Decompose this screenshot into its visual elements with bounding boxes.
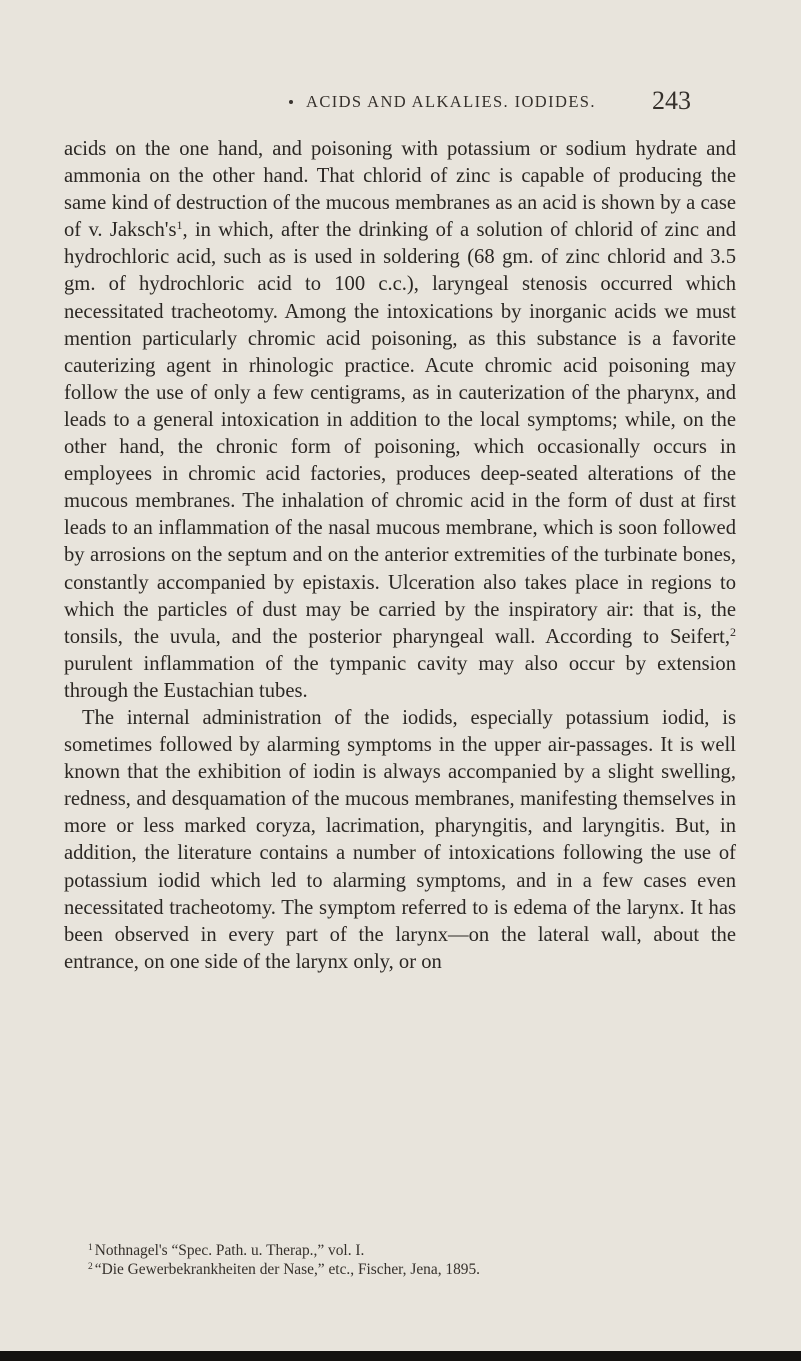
- footnote-1: [88, 1241, 738, 1260]
- footnote-ref-1: 1: [176, 218, 183, 233]
- footnote-2: [88, 1260, 738, 1279]
- footnote-ref-2: 2: [730, 624, 736, 639]
- footnote-marker: 2: [88, 1262, 93, 1272]
- paragraph-iodids: The internal administration of the iodids, especially potassium iodid, is sometimes followed by alarming symptoms in the upper air-passages. It is well known that the exhibition of iodin is always accompanied by a slight swelling, redness, and desquamation of the mucous membranes, manifesting themselves in more or less marked coryza, lacrimation, pharyngitis, and laryngitis. But, in addition, the literature contains a number of intoxications following the use of potassium iodid which led to alarming symptoms, and in a few cases even necessitated tracheotomy. The symptom referred to is edema of the larynx. It has been observed in every part of the larynx—on the lateral wall, about the entrance, on one side of the larynx only, or on: [64, 706, 736, 973]
- paragraph-text: , in which, after the drinking of a solution of chlorid of zinc and hydrochloric acid, such as is used in soldering (68 gm. of zinc chlorid and 3.5 gm. of hydrochloric acid to 100 c.c.), laryngeal stenosis occurred which necessitated tracheotomy. Among the intoxications by inorganic acids we must mention particularly chromic acid poisoning, as this substance is a favorite cauterizing agent in rhinologic practice. Acute chromic acid poisoning may follow the use of only a few centigrams, as in cauterization of the pharynx, and leads to a general intoxication in addition to the local symptoms; while, on the other hand, the chronic form of poisoning, which occasionally occurs in employees in chromic acid factories, produces deep-seated alterations of the mucous membranes. The inhalation of chromic acid in the form of dust at first leads to an inflammation of the nasal mucous membrane, which is soon followed by arrosions on the septum and on the anterior extremities of the turbinate bones, constantly accompanied by epistaxis. Ulceration also takes place in regions to which the particles of dust may be carried by the inspiratory air: that is, the tonsils, the uvula, and the posterior pharyngeal wall. According to Seifert,: [64, 219, 737, 648]
- scan-bottom-edge: [0, 1351, 801, 1361]
- paragraph-text: purulent inflammation of the tympanic cavity may also occur by extension through the Eustachian tubes.: [64, 652, 736, 702]
- footnotes: [88, 1241, 738, 1279]
- footnote-text: “Die Gewerbekrankheiten der Nase,” etc., Fischer, Jena, 1895.: [94, 1261, 481, 1278]
- paragraph-chromic-acid: [64, 136, 736, 705]
- paragraph-text: acids on the one hand, and poisoning with potassium or sodium hydrate and ammonia on the other hand. That chlorid of zinc is capable of producing the same kind of destruction of the mucous membranes as an acid is shown by a case of v. Jaksch's: [64, 138, 736, 242]
- running-title: ACIDS AND ALKALIES. IODIDES.: [306, 92, 596, 111]
- footnote-text: Nothnagel's “Spec. Path. u. Therap.,” vol. I.: [94, 1242, 365, 1259]
- running-head: [0, 86, 801, 120]
- header-bullet: [289, 100, 293, 104]
- footnote-marker: 1: [88, 1243, 93, 1253]
- page-number: 243: [652, 86, 691, 115]
- body-text: [64, 136, 736, 976]
